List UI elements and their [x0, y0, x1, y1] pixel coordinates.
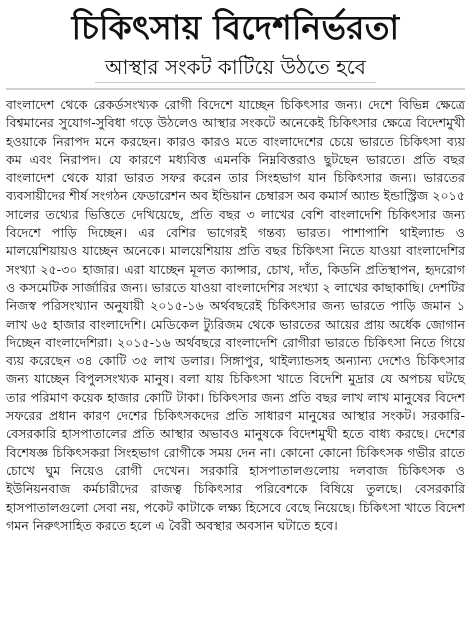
article-body: বাংলাদেশ থেকে রেকর্ডসংখ্যক রোগী বিদেশে যাচ্ছেন চিকিৎসার জন্য। দেশে বিভিন্ন ক্ষেত্রে বিশ্বমানের সুযোগ-সুবিধা গড়ে উঠলেও আস্থার সংকটে অনেকেই চিকিৎসার ক্ষেত্রে বিদেশমুখী হওয়াকে নিরাপদ মনে করছেন। কারও কারও মতে বাংলাদেশের চেয়ে ভারতে চিকিৎসা ব্যয় কম এবং নিরাপদ। যে কারণে মধ্যবিত্ত এমনকি নিম্নবিত্তরাও ছুটছেন ভারতে। প্রতি বছর বাংলাদেশ থেকে যারা ভারত সফর করেন তার সিংহভাগ যান চিকিৎসার জন্য। ভারতের ব্যবসায়ীদের শীর্ষ সংগঠন ফেডারেশন অব ইন্ডিয়ান চেম্বারস অব কমার্স অ্যান্ড ইন্ডাস্ট্রিজ ২০১৫ সালের তথ্যের ভিত্তিতে দেখিয়েছে, প্রতি বছর ৩ লাখের বেশি বাংলাদেশি চিকিৎসার জন্য বিদেশে পাড়ি দিচ্ছেন। এর বেশির ভাগেরই গন্তব্য ভারত। পাশাপাশি থাইল্যান্ড ও মালয়েশিয়ায়ও যাচ্ছেন অনেকে। মালয়েশিয়ায় প্রতি বছর চিকিৎসা নিতে যাওয়া বাংলাদেশির সংখ্যা ২৫-৩০ হাজার। এরা যাচ্ছেন মূলত ক্যান্সার, চোখ, দাঁত, কিডনি প্রতিস্থাপন, হৃদরোগ ও কসমেটিক সার্জারির জন্য। ভারতে যাওয়া বাংলাদেশির সংখ্যা ২ লাখের কাছাকাছি। দেশটির নিজস্ব পরিসংখ্যান অনুযায়ী ২০১৫-১৬ অর্থবছরেই চিকিৎসার জন্য ভারতে পাড়ি জমান ১ লাখ ৬৫ হাজার বাংলাদেশি। মেডিকেল ট্যুরিজম থেকে ভারতের আয়ের প্রায় অর্ধেক জোগান দিচ্ছেন বাংলাদেশিরা। ২০১৫-১৬ অর্থবছরে বাংলাদেশি রোগীরা ভারতে চিকিৎসা নিতে গিয়ে ব্যয় করেছেন ৩৪ কোটি ৩৫ লাখ ডলার। সিঙ্গাপুর, থাইল্যান্ডসহ অন্যান্য দেশেও চিকিৎসার জন্য যাচ্ছেন বিপুলসংখ্যক মানুষ। বলা যায় চিকিৎসা খাতে বিদেশি মুদ্রার যে অপচয় ঘটছে তার পরিমাণ কয়েক হাজার কোটি টাকা। চিকিৎসার জন্য প্রতি বছর লাখ লাখ মানুষের বিদেশ সফরের প্রধান কারণ দেশের চিকিৎসকদের প্রতি সাধারণ মানুষের আস্থার সংকট। সরকারি-বেসরকারি হাসপাতালের প্রতি আস্থার অভাবও মানুষকে বিদেশমুখী হতে বাধ্য করছে। দেশের বিশেষজ্ঞ চিকিৎসকরা সিংহভাগ রোগীকে সময় দেন না। কোনো কোনো চিকিৎসক গভীর রাতে চোখে ঘুম নিয়েও রোগী দেখেন। সরকারি হাসপাতালগুলোয় দলবাজ চিকিৎসক ও ইউনিয়নবাজ কর্মচারীদের রাজত্ব চিকিৎসার পরিবেশকে বিষিয়ে তুলছে। বেসরকারি হাসপাতালগুলো সেবা নয়, পকেট কাটাকে লক্ষ্য হিসেবে বেছে নিয়েছে। চিকিৎসা খাতে বিদেশ গমন নিরুৎসাহিত করতে হলে এ বৈরী অবস্থার অবসান ঘটাতে হবে।: [6, 97, 465, 533]
article-headline: চিকিৎসায় বিদেশনির্ভরতা: [71, 8, 400, 47]
subheadline-container: [0, 52, 471, 86]
article-subheadline: আস্থার সংকট কাটিয়ে উঠতে হবে: [95, 52, 376, 83]
divider: [6, 88, 465, 90]
